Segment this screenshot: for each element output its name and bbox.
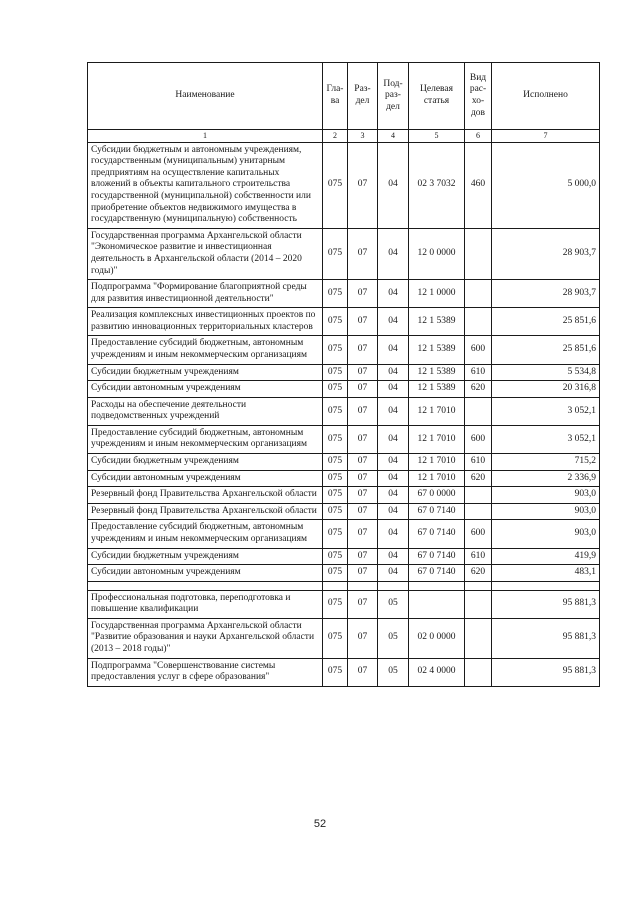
row-razdel: 07: [348, 503, 378, 520]
row-glava: 075: [323, 658, 348, 686]
row-podrazdel: 04: [378, 565, 409, 582]
row-name: Профессиональная подготовка, переподготовка и повышение квалификации: [88, 590, 323, 618]
row-glava: 075: [323, 565, 348, 582]
row-cel-statya: 02 3 7032: [409, 142, 465, 228]
row-name: Субсидии бюджетным и автономным учреждениям, государственным (муниципальным) унитарным предприятиям на осуществление капитальных вложений в объекты капитального строительства государственной (муниципальной) собственности или приобретение объектов недвижимого имущества в государственную (муниципальную) собственность: [88, 142, 323, 228]
row-glava: 075: [323, 228, 348, 279]
row-razdel: 07: [348, 280, 378, 308]
row-glava: 075: [323, 336, 348, 364]
row-podrazdel: 04: [378, 336, 409, 364]
table-row: [88, 364, 600, 381]
row-vid-rashodov: [465, 308, 492, 336]
row-amount: 903,0: [492, 503, 600, 520]
row-cel-statya: 12 1 7010: [409, 425, 465, 453]
row-glava: 075: [323, 308, 348, 336]
table-row: [88, 548, 600, 565]
table-row: [88, 280, 600, 308]
row-name: Субсидии бюджетным учреждениям: [88, 548, 323, 565]
row-name: Субсидии бюджетным учреждениям: [88, 454, 323, 471]
row-vid-rashodov: 610: [465, 548, 492, 565]
table-row: [88, 336, 600, 364]
row-razdel: 07: [348, 142, 378, 228]
column-number: 4: [378, 130, 409, 143]
row-razdel: 07: [348, 470, 378, 487]
row-name: Резервный фонд Правительства Архангельской области: [88, 503, 323, 520]
spacer-cell: [378, 581, 409, 590]
header-ispolneno: Исполнено: [492, 63, 600, 130]
row-podrazdel: 04: [378, 397, 409, 425]
row-vid-rashodov: [465, 228, 492, 279]
column-number: 1: [88, 130, 323, 143]
row-glava: 075: [323, 364, 348, 381]
table-row: [88, 381, 600, 398]
row-razdel: 07: [348, 228, 378, 279]
spacer-cell: [465, 581, 492, 590]
row-razdel: 07: [348, 336, 378, 364]
row-amount: 419,9: [492, 548, 600, 565]
row-vid-rashodov: [465, 618, 492, 658]
table-row: [88, 618, 600, 658]
row-cel-statya: 12 1 7010: [409, 454, 465, 471]
row-cel-statya: 02 4 0000: [409, 658, 465, 686]
row-name: Субсидии бюджетным учреждениям: [88, 364, 323, 381]
header-glava: Гла- ва: [323, 63, 348, 130]
table-row: [88, 454, 600, 471]
row-name: Предоставление субсидий бюджетным, автономным учреждениям и иным некоммерческим организациям: [88, 336, 323, 364]
row-cel-statya: 12 1 5389: [409, 381, 465, 398]
row-name: Расходы на обеспечение деятельности подведомственных учреждений: [88, 397, 323, 425]
row-glava: 075: [323, 590, 348, 618]
row-vid-rashodov: 620: [465, 565, 492, 582]
table-row: [88, 142, 600, 228]
row-glava: 075: [323, 142, 348, 228]
row-name: Субсидии автономным учреждениям: [88, 565, 323, 582]
row-glava: 075: [323, 487, 348, 504]
row-amount: 28 903,7: [492, 280, 600, 308]
row-razdel: 07: [348, 381, 378, 398]
spacer-cell: [492, 581, 600, 590]
row-podrazdel: 04: [378, 425, 409, 453]
row-name: Резервный фонд Правительства Архангельской области: [88, 487, 323, 504]
table-row: [88, 470, 600, 487]
row-razdel: 07: [348, 425, 378, 453]
column-number: 6: [465, 130, 492, 143]
row-razdel: 07: [348, 397, 378, 425]
row-cel-statya: 12 1 0000: [409, 280, 465, 308]
row-cel-statya: 12 1 7010: [409, 470, 465, 487]
table-row: [88, 228, 600, 279]
row-glava: 075: [323, 503, 348, 520]
table-row: [88, 308, 600, 336]
row-name: Реализация комплексных инвестиционных проектов по развитию инновационных территориальных кластеров: [88, 308, 323, 336]
column-number-row: [88, 130, 600, 143]
spacer-cell: [88, 581, 323, 590]
header-name: Наименование: [88, 63, 323, 130]
row-vid-rashodov: 600: [465, 520, 492, 548]
row-cel-statya: [409, 590, 465, 618]
row-vid-rashodov: 460: [465, 142, 492, 228]
row-amount: 5 534,8: [492, 364, 600, 381]
row-podrazdel: 05: [378, 590, 409, 618]
row-razdel: 07: [348, 548, 378, 565]
row-cel-statya: 12 1 5389: [409, 336, 465, 364]
row-vid-rashodov: [465, 397, 492, 425]
row-vid-rashodov: [465, 590, 492, 618]
row-amount: 903,0: [492, 520, 600, 548]
row-cel-statya: 67 0 7140: [409, 548, 465, 565]
row-razdel: 07: [348, 487, 378, 504]
row-glava: 075: [323, 454, 348, 471]
row-glava: 075: [323, 280, 348, 308]
row-cel-statya: 12 1 5389: [409, 364, 465, 381]
row-amount: 95 881,3: [492, 658, 600, 686]
row-podrazdel: 04: [378, 487, 409, 504]
row-glava: 075: [323, 520, 348, 548]
row-amount: 715,2: [492, 454, 600, 471]
row-razdel: 07: [348, 364, 378, 381]
table-row: [88, 397, 600, 425]
column-number: 2: [323, 130, 348, 143]
row-name: Подпрограмма "Формирование благоприятной среды для развития инвестиционной деятельности": [88, 280, 323, 308]
row-cel-statya: 02 0 0000: [409, 618, 465, 658]
table-row: [88, 520, 600, 548]
row-name: Субсидии автономным учреждениям: [88, 470, 323, 487]
row-cel-statya: 67 0 7140: [409, 565, 465, 582]
row-podrazdel: 04: [378, 520, 409, 548]
row-vid-rashodov: 610: [465, 454, 492, 471]
page-number: 52: [313, 818, 327, 830]
row-name: Подпрограмма "Совершенствование системы предоставления услуг в сфере образования": [88, 658, 323, 686]
header-cel-statya: Целевая статья: [409, 63, 465, 130]
spacer-cell: [323, 581, 348, 590]
row-razdel: 07: [348, 308, 378, 336]
row-cel-statya: 67 0 0000: [409, 487, 465, 504]
row-glava: 075: [323, 425, 348, 453]
row-glava: 075: [323, 381, 348, 398]
row-razdel: 07: [348, 658, 378, 686]
header-razdel: Раз- дел: [348, 63, 378, 130]
row-name: Государственная программа Архангельской области "Экономическое развитие и инвестиционная деятельность в Архангельской области (2014 – 2020 годы)": [88, 228, 323, 279]
row-cel-statya: 67 0 7140: [409, 503, 465, 520]
row-vid-rashodov: 600: [465, 425, 492, 453]
row-glava: 075: [323, 548, 348, 565]
row-podrazdel: 04: [378, 548, 409, 565]
table-body: [88, 142, 600, 686]
column-number: 3: [348, 130, 378, 143]
table-row: [88, 590, 600, 618]
row-cel-statya: 67 0 7140: [409, 520, 465, 548]
spacer-cell: [409, 581, 465, 590]
header-podrazdel: Под- раз- дел: [378, 63, 409, 130]
row-name: Государственная программа Архангельской области "Развитие образования и науки Архангельской области (2013 – 2018 годы)": [88, 618, 323, 658]
column-number: 7: [492, 130, 600, 143]
row-amount: 903,0: [492, 487, 600, 504]
row-vid-rashodov: 620: [465, 381, 492, 398]
table-row: [88, 658, 600, 686]
row-razdel: 07: [348, 618, 378, 658]
row-amount: 95 881,3: [492, 618, 600, 658]
spacer-cell: [348, 581, 378, 590]
row-glava: 075: [323, 470, 348, 487]
row-vid-rashodov: 620: [465, 470, 492, 487]
budget-execution-table: [87, 62, 600, 687]
row-vid-rashodov: [465, 503, 492, 520]
row-vid-rashodov: [465, 487, 492, 504]
table-row: [88, 503, 600, 520]
table-row: [88, 565, 600, 582]
row-razdel: 07: [348, 454, 378, 471]
row-name: Субсидии автономным учреждениям: [88, 381, 323, 398]
row-amount: 3 052,1: [492, 425, 600, 453]
row-podrazdel: 04: [378, 381, 409, 398]
row-vid-rashodov: [465, 280, 492, 308]
row-glava: 075: [323, 397, 348, 425]
row-cel-statya: 12 1 5389: [409, 308, 465, 336]
table-row: [88, 425, 600, 453]
row-podrazdel: 04: [378, 308, 409, 336]
table-row: [88, 487, 600, 504]
row-amount: 483,1: [492, 565, 600, 582]
row-amount: 25 851,6: [492, 336, 600, 364]
row-vid-rashodov: 600: [465, 336, 492, 364]
row-podrazdel: 04: [378, 454, 409, 471]
row-name: Предоставление субсидий бюджетным, автономным учреждениям и иным некоммерческим организациям: [88, 425, 323, 453]
row-vid-rashodov: [465, 658, 492, 686]
row-razdel: 07: [348, 520, 378, 548]
row-amount: 5 000,0: [492, 142, 600, 228]
row-amount: 25 851,6: [492, 308, 600, 336]
row-podrazdel: 05: [378, 618, 409, 658]
row-podrazdel: 04: [378, 228, 409, 279]
row-podrazdel: 04: [378, 280, 409, 308]
row-amount: 2 336,9: [492, 470, 600, 487]
header-vid-rashodov: Вид рас- хо- дов: [465, 63, 492, 130]
row-cel-statya: 12 1 7010: [409, 397, 465, 425]
row-amount: 3 052,1: [492, 397, 600, 425]
row-podrazdel: 04: [378, 142, 409, 228]
row-cel-statya: 12 0 0000: [409, 228, 465, 279]
row-razdel: 07: [348, 565, 378, 582]
row-glava: 075: [323, 618, 348, 658]
column-number: 5: [409, 130, 465, 143]
table-header: [88, 63, 600, 143]
row-name: Предоставление субсидий бюджетным, автономным учреждениям и иным некоммерческим организациям: [88, 520, 323, 548]
row-vid-rashodov: 610: [465, 364, 492, 381]
row-amount: 28 903,7: [492, 228, 600, 279]
row-podrazdel: 04: [378, 470, 409, 487]
row-podrazdel: 04: [378, 503, 409, 520]
row-amount: 20 316,8: [492, 381, 600, 398]
spacer-row: [88, 581, 600, 590]
row-podrazdel: 05: [378, 658, 409, 686]
row-amount: 95 881,3: [492, 590, 600, 618]
row-razdel: 07: [348, 590, 378, 618]
row-podrazdel: 04: [378, 364, 409, 381]
